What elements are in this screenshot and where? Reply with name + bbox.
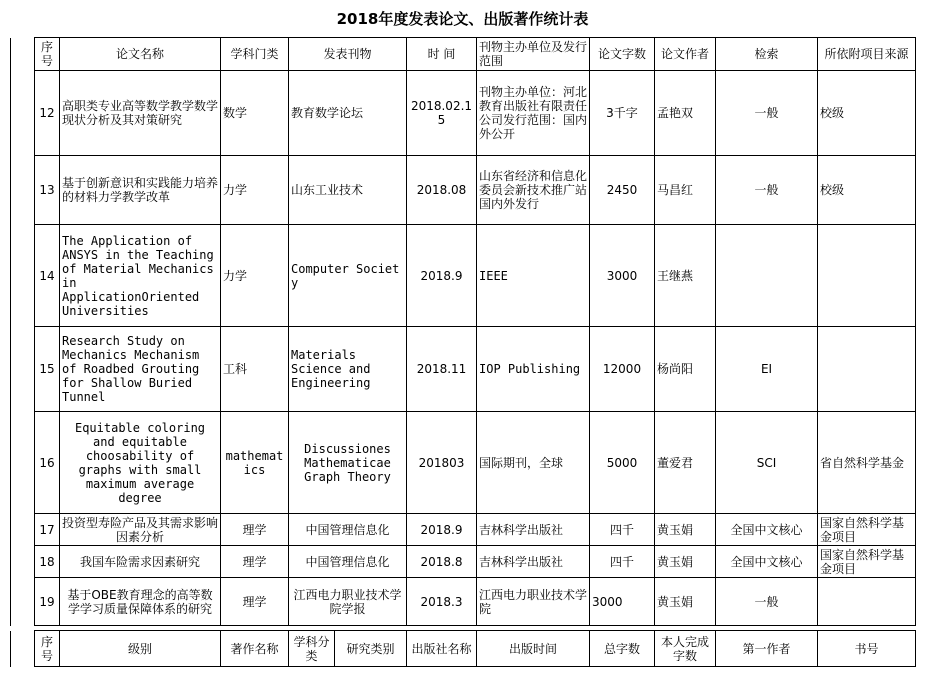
cell-name: 我国车险需求因素研究 [60, 546, 221, 578]
cell-index: 一般 [716, 156, 818, 225]
cell-index: 一般 [716, 578, 818, 626]
table-row [11, 578, 916, 626]
cell-name: 投资型寿险产品及其需求影响因素分析 [60, 514, 221, 546]
cell-subject: 力学 [221, 156, 289, 225]
cell-author: 王继燕 [655, 225, 716, 327]
cell-project: 校级 [818, 71, 916, 156]
cell-project: 校级 [818, 156, 916, 225]
publications-table-wrapper [10, 37, 916, 626]
blank-cell [11, 38, 35, 71]
footer-no: 序号 [35, 631, 60, 667]
cell-words: 3000 [590, 225, 655, 327]
table-row [11, 71, 916, 156]
header-project: 所依附项目来源 [818, 38, 916, 71]
publications-table [10, 37, 916, 626]
cell-subject: 数学 [221, 71, 289, 156]
cell-publisher: 山东省经济和信息化委员会新技术推广站 国内外发行 [477, 156, 590, 225]
blank-cell [11, 546, 35, 578]
header-subject: 学科门类 [221, 38, 289, 71]
cell-time: 2018.02.15 [407, 71, 477, 156]
header-journal: 发表刊物 [289, 38, 407, 71]
table-row [11, 412, 916, 514]
cell-publisher: IEEE [477, 225, 590, 327]
cell-author: 黄玉娟 [655, 514, 716, 546]
cell-subject: 理学 [221, 546, 289, 578]
cell-time: 201803 [407, 412, 477, 514]
cell-project [818, 327, 916, 412]
cell-project: 省自然科学基金 [818, 412, 916, 514]
cell-time: 2018.3 [407, 578, 477, 626]
cell-index [716, 225, 818, 327]
cell-journal: Discussiones Mathematicae Graph Theory [289, 412, 407, 514]
blank-cell [11, 578, 35, 626]
blank-cell [11, 156, 35, 225]
cell-author: 孟艳双 [655, 71, 716, 156]
cell-name: 基于OBE教育理念的高等数学学习质量保障体系的研究 [60, 578, 221, 626]
cell-name: The Application of ANSYS in the Teaching of Material Mechanics in ApplicationOriented Universities [60, 225, 221, 327]
cell-index: EI [716, 327, 818, 412]
blank-cell [11, 71, 35, 156]
cell-project [818, 578, 916, 626]
cell-publisher: 江西电力职业技术学院 [477, 578, 590, 626]
cell-project [818, 225, 916, 327]
header-publisher: 刊物主办单位及发行范围 [477, 38, 590, 71]
cell-subject: 理学 [221, 514, 289, 546]
table-row [11, 327, 916, 412]
cell-publisher: 刊物主办单位：河北教育出版社有限责任公司发行范围：国内外公开 [477, 71, 590, 156]
cell-project: 国家自然科学基金项目 [818, 546, 916, 578]
cell-name: 高职类专业高等数学教学数学现状分析及其对策研究 [60, 71, 221, 156]
cell-journal: Computer Society [289, 225, 407, 327]
footer-level: 级别 [60, 631, 221, 667]
cell-no: 13 [35, 156, 60, 225]
cell-publisher: 吉林科学出版社 [477, 546, 590, 578]
page-title: 2018年度发表论文、出版著作统计表 [336, 10, 589, 28]
books-table-wrapper [10, 630, 916, 667]
header-words: 论文字数 [590, 38, 655, 71]
cell-no: 17 [35, 514, 60, 546]
cell-index: 一般 [716, 71, 818, 156]
cell-words: 四千 [590, 514, 655, 546]
cell-no: 14 [35, 225, 60, 327]
cell-time: 2018.08 [407, 156, 477, 225]
cell-time: 2018.11 [407, 327, 477, 412]
cell-no: 15 [35, 327, 60, 412]
cell-project: 国家自然科学基金项目 [818, 514, 916, 546]
cell-publisher: 吉林科学出版社 [477, 514, 590, 546]
cell-time: 2018.9 [407, 225, 477, 327]
cell-name: Equitable coloring and equitable choosability of graphs with small maximum average degree [60, 412, 221, 514]
cell-subject: 力学 [221, 225, 289, 327]
blank-cell [11, 327, 35, 412]
header-index: 检索 [716, 38, 818, 71]
cell-journal: 山东工业技术 [289, 156, 407, 225]
blank-cell [11, 631, 35, 667]
footer-isbn: 书号 [818, 631, 916, 667]
cell-subject: mathematics [221, 412, 289, 514]
cell-journal: Materials Science and Engineering [289, 327, 407, 412]
footer-own: 本人完成字数 [655, 631, 716, 667]
blank-cell [11, 514, 35, 546]
cell-journal: 江西电力职业技术学院学报 [289, 578, 407, 626]
header-author: 论文作者 [655, 38, 716, 71]
cell-words: 3千字 [590, 71, 655, 156]
cell-author: 杨尚阳 [655, 327, 716, 412]
books-table-header [10, 630, 916, 667]
cell-words: 5000 [590, 412, 655, 514]
footer-research: 研究类别 [335, 631, 407, 667]
header-name: 论文名称 [60, 38, 221, 71]
cell-subject: 理学 [221, 578, 289, 626]
cell-no: 12 [35, 71, 60, 156]
cell-name: 基于创新意识和实践能力培养的材料力学教学改革 [60, 156, 221, 225]
blank-cell [11, 412, 35, 514]
cell-time: 2018.8 [407, 546, 477, 578]
table-row [11, 514, 916, 546]
cell-no: 19 [35, 578, 60, 626]
cell-words: 2450 [590, 156, 655, 225]
footer-total: 总字数 [590, 631, 655, 667]
header-time: 时 间 [407, 38, 477, 71]
cell-publisher: IOP Publishing [477, 327, 590, 412]
cell-journal: 中国管理信息化 [289, 514, 407, 546]
footer-subject: 学科分类 [289, 631, 335, 667]
header-no: 序号 [35, 38, 60, 71]
cell-words: 四千 [590, 546, 655, 578]
cell-publisher: 国际期刊，全球 [477, 412, 590, 514]
cell-subject: 工科 [221, 327, 289, 412]
footer-first: 第一作者 [716, 631, 818, 667]
cell-author: 董爱君 [655, 412, 716, 514]
table-header-row [11, 38, 916, 71]
cell-journal: 教育数学论坛 [289, 71, 407, 156]
cell-no: 16 [35, 412, 60, 514]
cell-index: 全国中文核心 [716, 514, 818, 546]
table-row [11, 156, 916, 225]
table-row [11, 225, 916, 327]
cell-time: 2018.9 [407, 514, 477, 546]
cell-index: SCI [716, 412, 818, 514]
cell-journal: 中国管理信息化 [289, 546, 407, 578]
cell-author: 马昌红 [655, 156, 716, 225]
books-header-row [11, 631, 916, 667]
cell-name: Research Study on Mechanics Mechanism of Roadbed Grouting for Shallow Buried Tunnel [60, 327, 221, 412]
footer-book: 著作名称 [221, 631, 289, 667]
footer-press: 出版社名称 [407, 631, 477, 667]
cell-index: 全国中文核心 [716, 546, 818, 578]
table-row [11, 546, 916, 578]
footer-time: 出版时间 [477, 631, 590, 667]
cell-author: 黄玉娟 [655, 578, 716, 626]
cell-words: 3000 [590, 578, 655, 626]
cell-no: 18 [35, 546, 60, 578]
blank-cell [11, 225, 35, 327]
cell-words: 12000 [590, 327, 655, 412]
cell-author: 黄玉娟 [655, 546, 716, 578]
